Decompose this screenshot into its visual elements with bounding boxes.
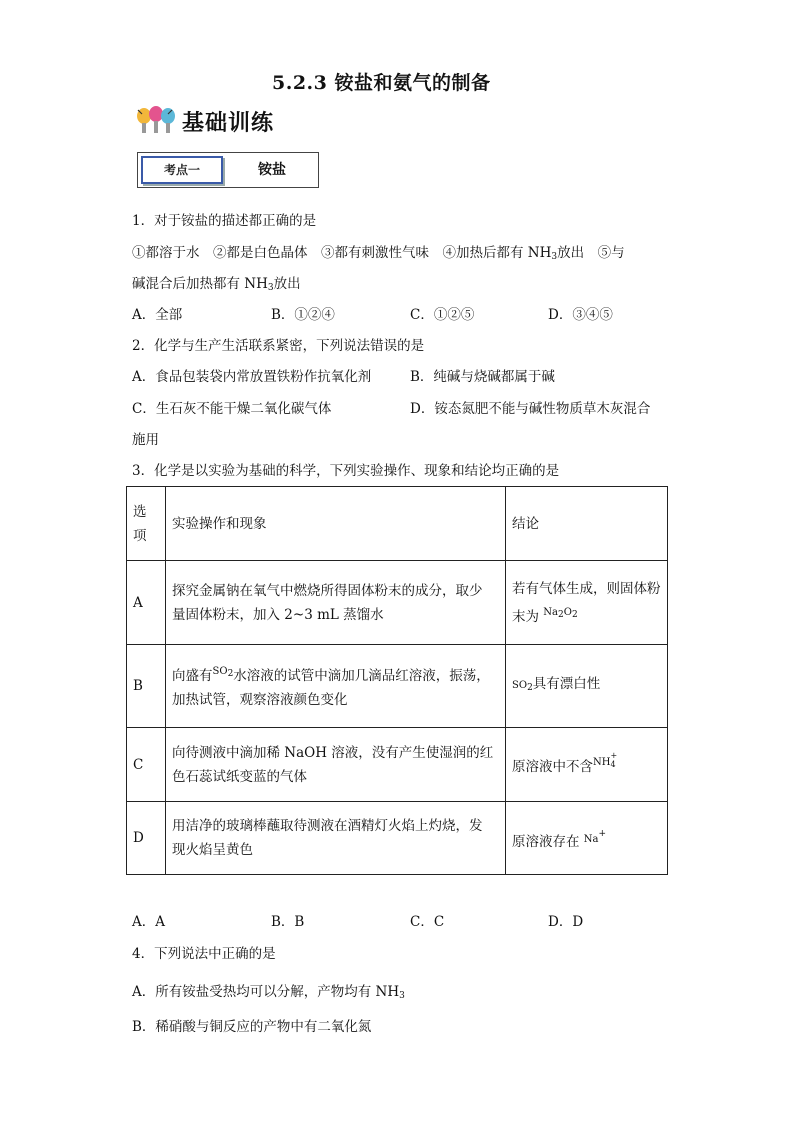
row-conclusion: $SO_2$具有漂白性 <box>506 645 668 728</box>
row-operation: 向盛有$^{SO_2}$水溶液的试管中滴加几滴品红溶液，振荡， 加热试管，观察溶液颜色变化 <box>166 645 506 728</box>
q3-option-c: C．C <box>410 914 445 930</box>
q3-table <box>126 486 668 875</box>
q4-option-a: A．所有铵盐受热均可以分解，产物均有 $NH_3$ <box>132 984 405 1001</box>
q2-stem: 2．化学与生产生活联系紧密，下列说法错误的是 <box>132 338 425 354</box>
section-header-box <box>137 152 319 188</box>
q3-option-a: A．A <box>132 914 165 930</box>
row-operation: 用洁净的玻璃棒蘸取待测液在酒精灯火焰上灼烧，发 现火焰呈黄色 <box>166 802 506 875</box>
q2-option-d: D．铵态氮肥不能与碱性物质草木灰混合 <box>410 401 651 417</box>
q4-stem: 4．下列说法中正确的是 <box>132 946 276 962</box>
section-name: 铵盐 <box>258 162 286 178</box>
row-label: A <box>127 561 166 645</box>
row-conclusion: 若有气体生成，则固体粉 末为 $^{Na_2O_2}$ <box>506 561 668 645</box>
q1-statements-line2: 碱混合后加热都有 $NH_3$放出 <box>132 276 301 293</box>
banner-text: 基础训练 <box>182 111 275 136</box>
q1-option-a: A．全部 <box>132 307 183 323</box>
q1-statements-line1: ①都溶于水 ②都是白色晶体 ③都有刺激性气味 ④加热后都有 $NH_3$放出 ⑤与 <box>132 245 625 262</box>
q1-stem: 1．对于铵盐的描述都正确的是 <box>132 213 317 229</box>
table-row <box>127 561 668 645</box>
colorful-bulbs-icon <box>134 106 180 138</box>
row-operation: 探究金属钠在氧气中燃烧所得固体粉末的成分，取少 量固体粉末，加入 2~3 mL 蒸馏水 <box>166 561 506 645</box>
q2-option-c: C．生石灰不能干燥二氧化碳气体 <box>132 401 332 417</box>
row-conclusion: 原溶液存在 $^{Na^+}$ <box>506 802 668 875</box>
row-label: B <box>127 645 166 728</box>
table-row <box>127 728 668 802</box>
q1-option-d: D．③④⑤ <box>548 307 613 323</box>
q1-option-c: C．①②⑤ <box>410 307 475 323</box>
table-row <box>127 645 668 728</box>
q2-option-d-continued: 施用 <box>132 432 159 448</box>
q3-option-d: D．D <box>548 914 584 930</box>
header-option: 选 项 <box>127 487 166 561</box>
q3-option-b: B．B <box>271 914 305 930</box>
header-operation: 实验操作和现象 <box>166 487 506 561</box>
row-label: C <box>127 728 166 802</box>
q4-option-b: B．稀硝酸与铜反应的产物中有二氧化氮 <box>132 1019 372 1035</box>
table-header-row <box>127 487 668 561</box>
q3-stem: 3．化学是以实验为基础的科学，下列实验操作、现象和结论均正确的是 <box>132 463 560 479</box>
header-conclusion: 结论 <box>506 487 668 561</box>
row-conclusion: 原溶液中不含$^{NH+ 4}$ <box>506 728 668 802</box>
q2-option-a: A．食品包装袋内常放置铁粉作抗氧化剂 <box>132 369 372 385</box>
row-label: D <box>127 802 166 875</box>
section-tag: 考点一 <box>141 156 223 184</box>
q1-option-b: B．①②④ <box>271 307 335 323</box>
q2-option-b: B．纯碱与烧碱都属于碱 <box>410 369 555 385</box>
page-title: 5.2.3 铵盐和氨气的制备 <box>272 72 491 94</box>
table-row <box>127 802 668 875</box>
row-operation: 向待测液中滴加稀 NaOH 溶液，没有产生使湿润的红 色石蕊试纸变蓝的气体 <box>166 728 506 802</box>
